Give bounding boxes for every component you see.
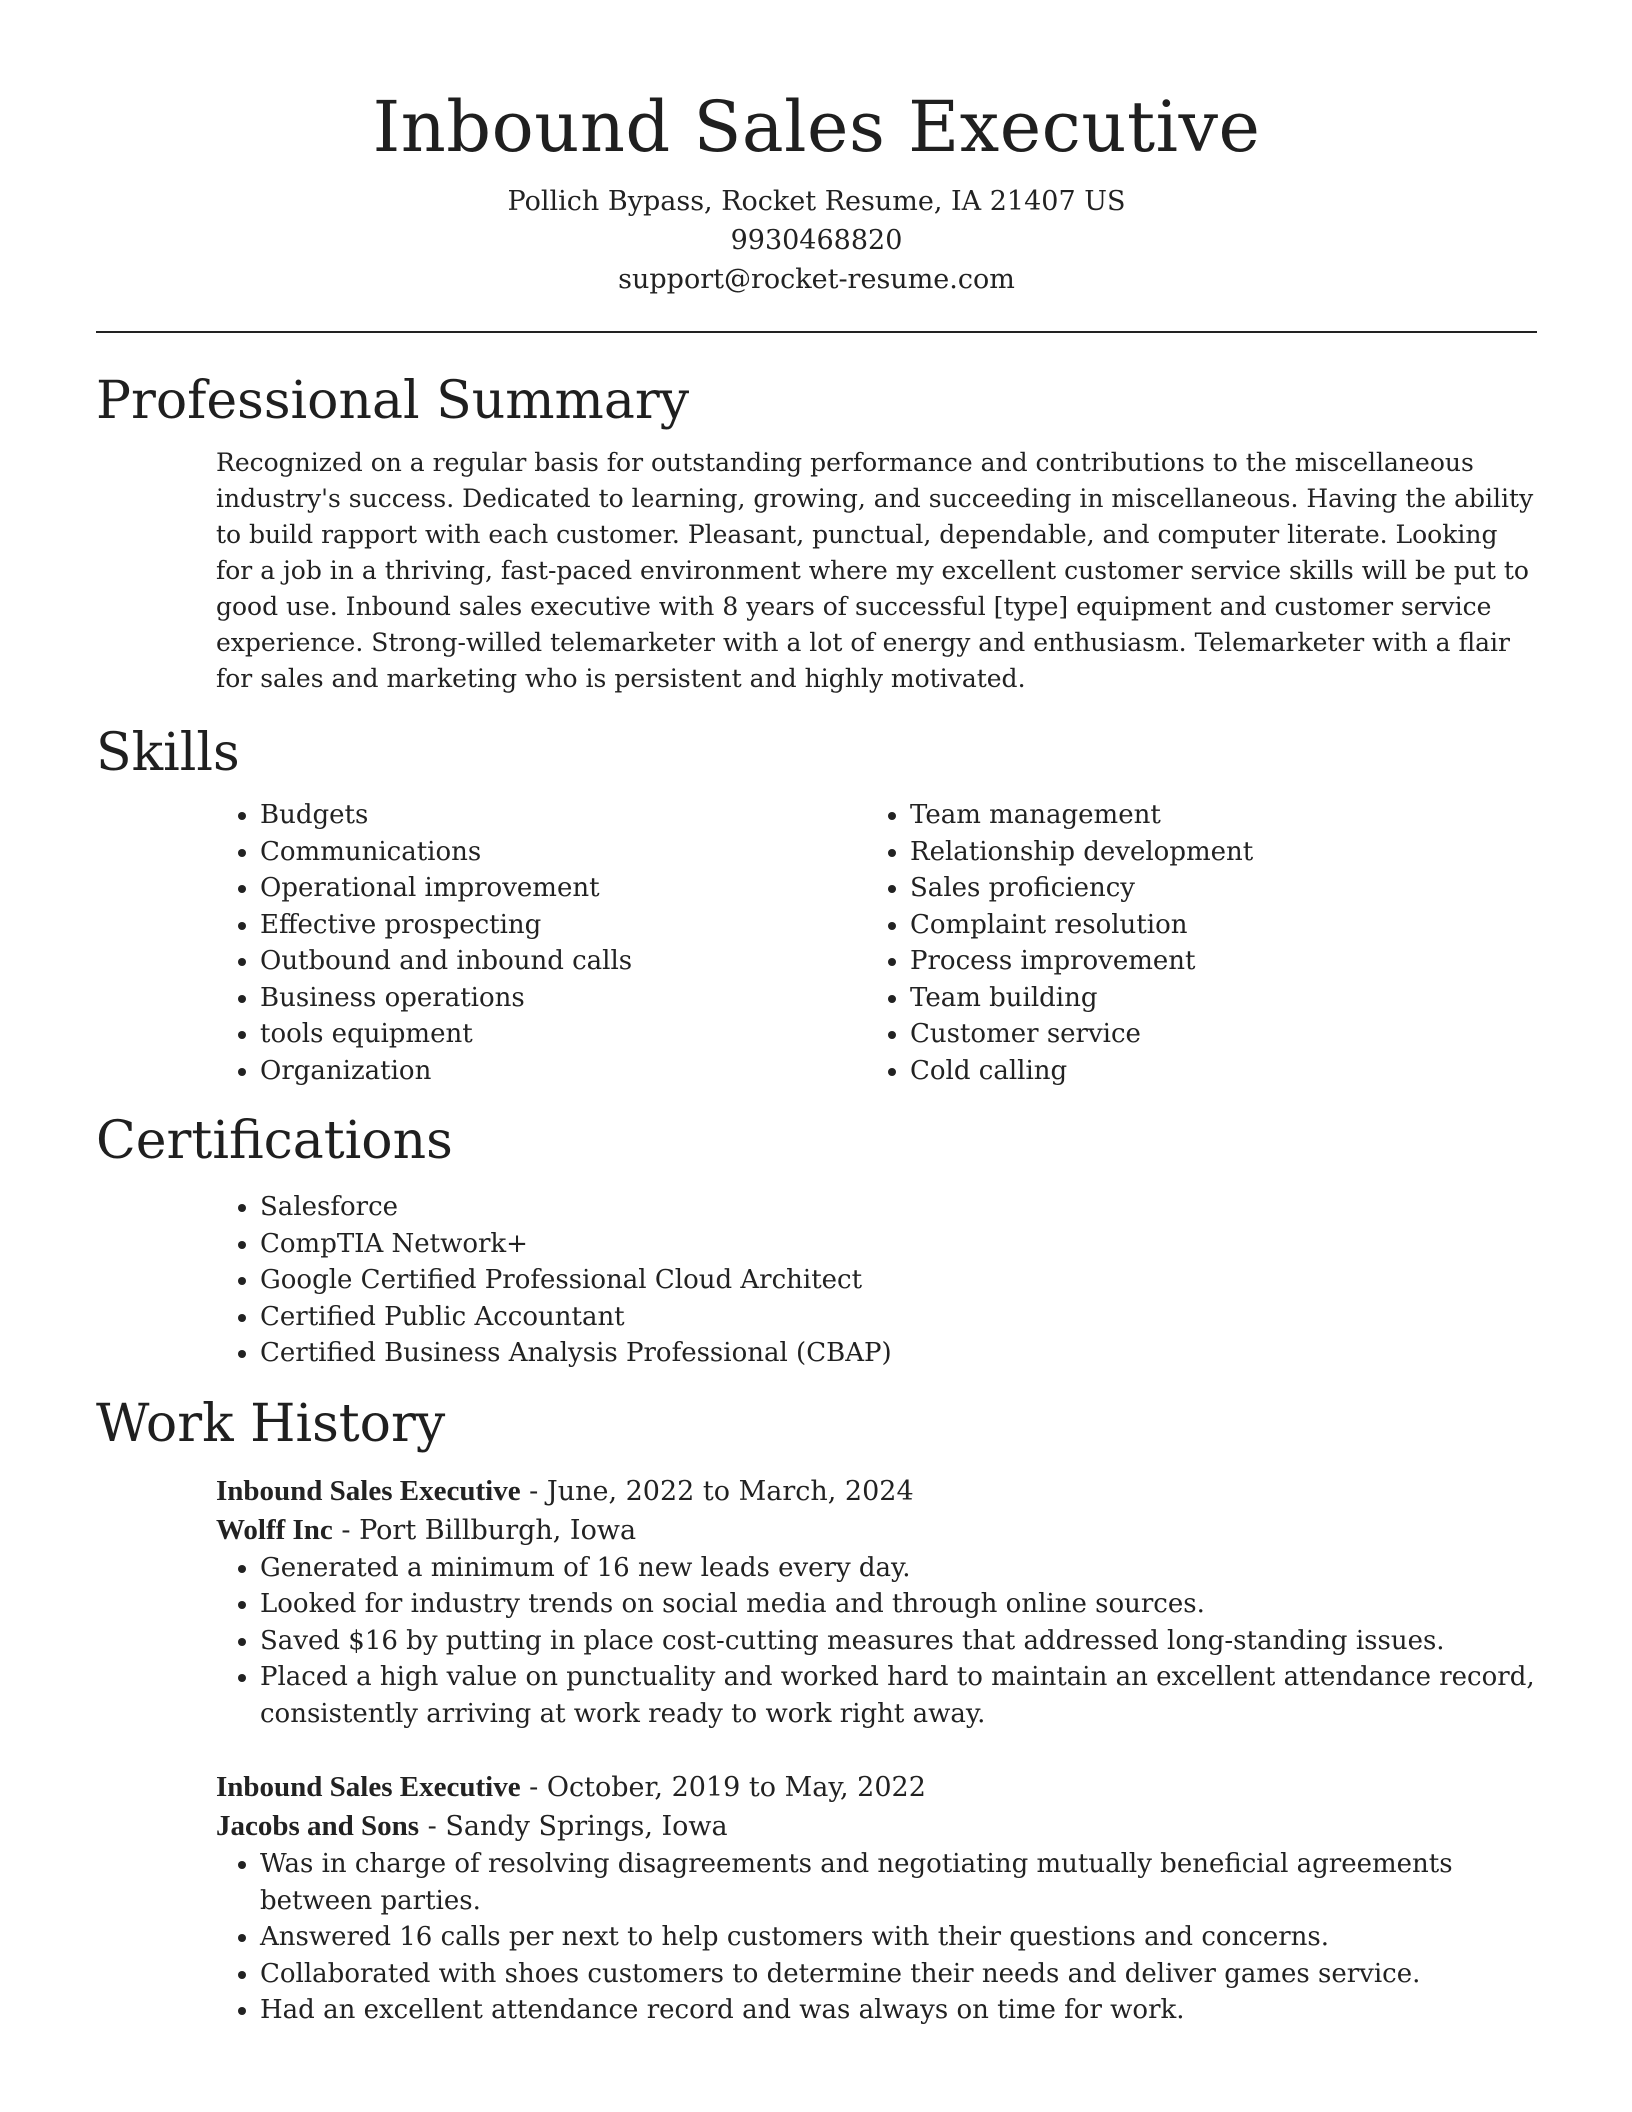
certification-item: • Certified Public Accountant: [260, 1299, 1537, 1336]
certifications-list: [216, 1189, 1537, 1372]
job-bullet: • Generated a minimum of 16 new leads every day.: [260, 1550, 1537, 1587]
skill-item: • tools equipment: [260, 1016, 866, 1053]
job-location: - Sandy Springs, Iowa: [419, 1811, 728, 1842]
job-entry: [96, 1472, 1537, 1733]
job-bullet: • Collaborated with shoes customers to determine their needs and deliver games service.: [260, 1956, 1537, 1993]
job-title-line: [216, 1472, 1537, 1511]
certification-item: • Certified Business Analysis Professional (CBAP): [260, 1335, 1537, 1372]
job-title-line: [216, 1768, 1537, 1807]
skill-item: • Team building: [910, 980, 1516, 1017]
job-company: Jacobs and Sons: [216, 1810, 420, 1842]
skills-list-left: [216, 797, 866, 1089]
skill-item: • Cold calling: [910, 1053, 1516, 1090]
summary-text: Recognized on a regular basis for outstanding performance and contributions to the miscellaneous industry's success. Dedicated to learning, growing, and succeeding in miscellaneous. Having the ability to build rapport with each customer. Pleasant, punctual, dependable, and computer literate. Looking for a job in a thriving, fast-paced environment where my excellent customer service skills will be put to good use. Inbound sales executive with 8 years of successful [type] equipment and customer service experience. Strong-willed telemarketer with a lot of energy and enthusiasm. Telemarketer with a flair for sales and marketing who is persistent and highly motivated.: [216, 448, 1534, 693]
summary-heading: Professional Summary: [96, 371, 690, 431]
job-location: - Port Billburgh, Iowa: [332, 1514, 637, 1546]
job-bullet: • Answered 16 calls per next to help customers with their questions and concerns.: [260, 1919, 1537, 1956]
skill-item: • Relationship development: [910, 834, 1516, 871]
job-bullet: • Had an excellent attendance record and was always on time for work.: [260, 1992, 1537, 2029]
job-bullet: • Saved $16 by putting in place cost-cutting measures that addressed long-standing issues.: [260, 1623, 1537, 1660]
job-company: Wolff Inc: [216, 1513, 333, 1546]
skills-columns: [96, 797, 1537, 1089]
skill-item: • Customer service: [910, 1016, 1516, 1053]
skill-item: • Effective prospecting: [260, 907, 866, 944]
job-dates: - June, 2022 to March, 2024: [520, 1475, 914, 1507]
job-company-line: [216, 1511, 1537, 1550]
work-history-heading: Work History: [96, 1393, 446, 1454]
job-bullet: • Was in charge of resolving disagreements and negotiating mutually beneficial agreements between parties.: [260, 1846, 1537, 1919]
address: Pollich Bypass, Rocket Resume, IA 21407 US: [507, 186, 1126, 217]
job-entry: [96, 1768, 1537, 2029]
skill-item: • Outbound and inbound calls: [260, 943, 866, 980]
skill-item: • Complaint resolution: [910, 907, 1516, 944]
skill-item: • Business operations: [260, 980, 866, 1017]
certification-item: • Salesforce: [260, 1189, 1537, 1226]
job-bullet: • Looked for industry trends on social media and through online sources.: [260, 1586, 1537, 1623]
candidate-name: Inbound Sales Executive: [372, 86, 1261, 168]
skills-heading: Skills: [96, 723, 240, 783]
email: support@rocket-resume.com: [618, 264, 1015, 295]
skills-list-right: [866, 797, 1516, 1089]
job-bullets: [216, 1846, 1537, 2029]
skill-item: • Sales proficiency: [910, 870, 1516, 907]
skill-item: • Organization: [260, 1053, 866, 1090]
job-bullet: • Placed a high value on punctuality and worked hard to maintain an excellent attendance record, consistently arriving at work ready to work right away.: [260, 1659, 1537, 1732]
skill-item: • Team management: [910, 797, 1516, 834]
skill-item: • Budgets: [260, 797, 866, 834]
certifications-heading: Certifications: [96, 1111, 453, 1171]
job-bullets: [216, 1550, 1537, 1733]
skill-item: • Operational improvement: [260, 870, 866, 907]
job-dates: - October, 2019 to May, 2022: [520, 1772, 926, 1803]
job-role: Inbound Sales Executive: [216, 1771, 521, 1803]
header-divider: [96, 331, 1537, 333]
job-company-line: [216, 1807, 1537, 1846]
skill-item: • Communications: [260, 834, 866, 871]
phone: 9930468820: [730, 225, 903, 256]
skill-item: • Process improvement: [910, 943, 1516, 980]
certification-item: • Google Certified Professional Cloud Architect: [260, 1262, 1537, 1299]
resume-header: [96, 0, 1537, 299]
certification-item: • CompTIA Network+: [260, 1226, 1537, 1263]
job-role: Inbound Sales Executive: [216, 1474, 521, 1507]
contact-block: [96, 182, 1537, 299]
resume-page: [96, 0, 1537, 2029]
